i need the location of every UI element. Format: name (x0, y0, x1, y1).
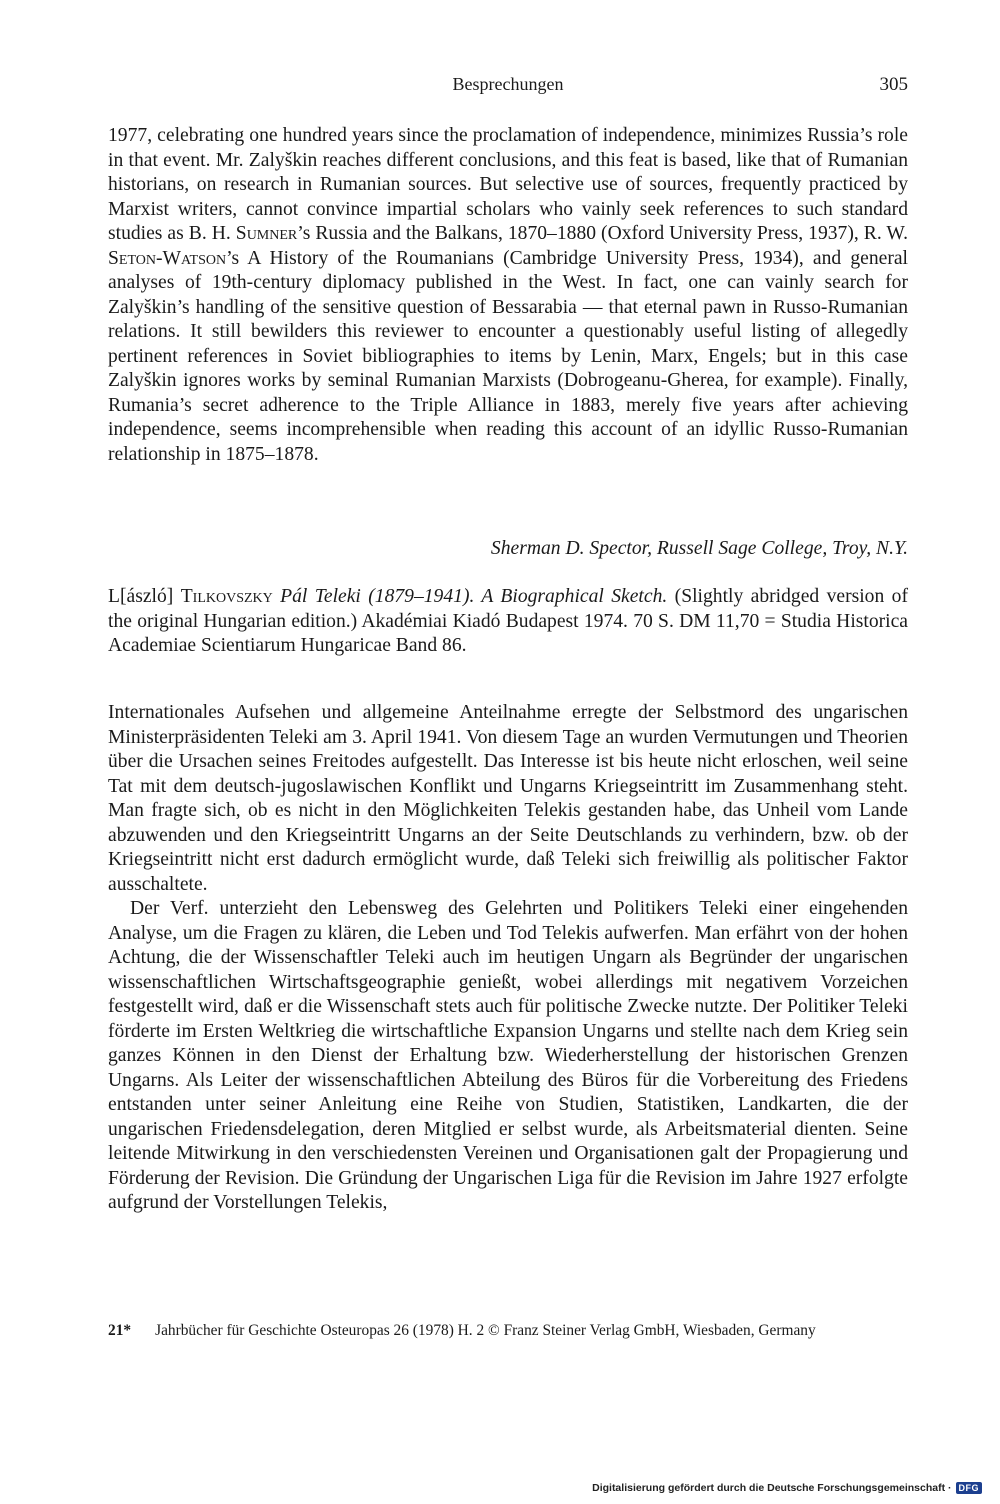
author-sumner: Sumner (235, 223, 298, 244)
book-title: Pál Teleki (1879–1941). A Biographical Sketch. (280, 586, 668, 607)
review-paragraph (108, 124, 908, 467)
book-details: (Slightly abridged version of the original Hungarian edition.) Akadémiai Kiadó Budapest 1974. 70 S. DM 11,70 = Studia Historica Academiae Scientiarum Hungaricae Band 86. (108, 586, 908, 656)
review-paragraph-2: Der Verf. unterzieht den Lebensweg des Gelehrten und Politikers Teleki einer eingehenden Analyse, um die Fragen zu klären, die Leben und Tod Telekis aufwerfen. Man erfährt von der hohen Achtung, die der Wissenschaftler Teleki auch im heutigen Ungarn als Begründer der ungarischen wissenschaftlichen Wirtschaftsgeographie genießt, wobei allerdings mit negativem Vorzeichen festgestellt wird, daß er die Wissenschaft stets auch für politische Zwecke nutzte. Der Politiker Teleki förderte im Ersten Weltkrieg die wirtschaftliche Expansion Ungarns und stellte nach dem Krieg sein ganzes Können in den Dienst der Erhaltung bzw. Wiederherstellung der historischen Grenzen Ungarns. Als Leiter der wissenschaftlichen Abteilung des Büros für die Vorbereitung des Friedens entstanden unter seiner Anleitung eine Reihe von Studien, Statistiken, Landkarten, die der ungarischen Friedensdelegation, deren Mitglied er selbst wurde, als Arbeitsmaterial dienten. Seine leitende Mitwirkung in den verschiedensten Vereinen und Organisationen galt der Propagierung und Förderung der Revision. Die Gründung der Ungarischen Liga für die Revision im Jahre 1927 erfolgte aufgrund der Vorstellungen Telekis, (108, 898, 908, 1213)
review-body (108, 701, 908, 1216)
journal-imprint: Jahrbücher für Geschichte Osteuropas 26 (1978) H. 2 © Franz Steiner Verlag GmbH, Wiesbaden, Germany (155, 1322, 816, 1339)
text-run: ’s Russia and the Balkans, 1870–1880 (Oxford University Press, 1937), R. W. (297, 223, 908, 244)
text-run: 1977, celebrating one hundred years since the proclamation of independence, minimizes Russia’s role in that event. Mr. Zalyškin reaches different conclusions, and this feat is based, like that of Rumanian historians, on research in Rumanian sources. But selective use of sources, frequently practiced by Marxist writers, cannot convince impartial scholars who vainly seek references to such standard studies as B. H. (108, 125, 908, 244)
reviewer-signature: Sherman D. Spector, Russell Sage College, Troy, N.Y. (490, 538, 908, 559)
signature-mark: 21* (108, 1322, 132, 1339)
digitization-notice (592, 1480, 982, 1496)
digitization-text: Digitalisierung gefördert durch die Deutsche Forschungsgemeinschaft · (592, 1482, 952, 1494)
text-run: ’s A History of the Roumanians (Cambridge University Press, 1934), and general analyses of 19th-century diplomacy published in the West. In fact, one can vainly search for Zalyškin’s handling of the sensitive question of Bessarabia — that eternal pawn in Russo-Rumanian relations. It still bewilders this reviewer to encounter a questionably useful listing of allegedly pertinent references in Soviet bibliographies to items by Lenin, Marx, Engels; but in this case Zalyškin ignores works by seminal Rumanian Marxists (Dobrogeanu-Gherea, for example). Finally, Rumania’s secret adherence to the Triple Alliance in 1883, merely five years after achieving independence, seems incomprehensible when reading this account of an idyllic Russo-Rumanian relationship in 1875–1878. (108, 247, 908, 465)
author-first-name: L[ászló] (108, 586, 174, 607)
book-citation (108, 585, 908, 659)
running-header (108, 74, 908, 100)
running-title: Besprechungen (452, 74, 564, 94)
page-footer (108, 1322, 908, 1340)
citation-text (108, 585, 908, 659)
previous-review-conclusion (108, 124, 908, 467)
author-last-name: Tilkovszky (180, 586, 273, 607)
author-seton-watson: Seton-Watson (108, 247, 227, 269)
review-paragraph-1: Internationales Aufsehen und allgemeine Anteilnahme erregte der Selbstmord des ungarischen Ministerpräsidenten Teleki am 3. April 1941. Von diesem Tage an wurden Vermutungen und Theorien über die Ursachen seines Freitodes aufgestellt. Das Interesse ist bis heute nicht erloschen, weil seine Tat mit dem deutsch-jugoslawischen Konflikt und Ungarns Kriegseintritt im Zusammenhang steht. Man fragte sich, ob es nicht in den Möglichkeiten Telekis gestanden habe, das Unheil vom Lande abzuwenden und den Kriegseintritt Ungarns an der Seite Deutschlands zu verhindern, bzw. ob der Kriegseintritt nicht erst dadurch ermöglicht wurde, daß Teleki sich freiwillig als politischer Faktor ausschaltete. (108, 702, 908, 895)
page-number: 305 (879, 74, 908, 95)
dfg-logo-icon: DFG (956, 1482, 983, 1494)
